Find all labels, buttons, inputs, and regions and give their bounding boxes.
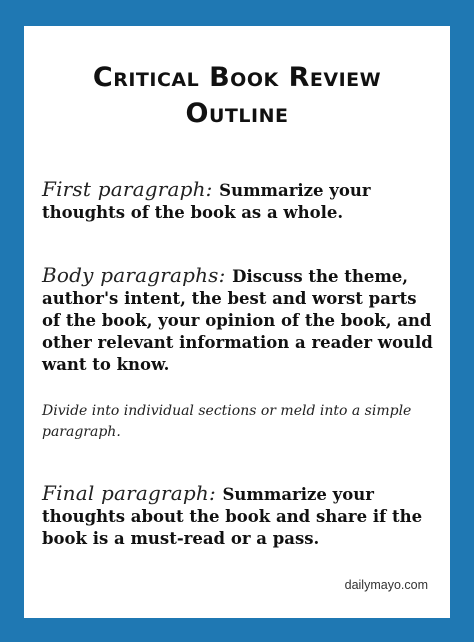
- title-line-2: Outline: [185, 98, 289, 129]
- body-paragraphs-note: Divide into individual sections or meld into a simple paragraph.: [42, 403, 412, 440]
- outline-card: [24, 26, 450, 618]
- site-credit: dailymayo.com: [344, 578, 428, 592]
- final-paragraph-section: [42, 482, 434, 550]
- page-title: [24, 60, 450, 132]
- body-paragraphs-heading: Body paragraphs:: [42, 263, 233, 287]
- title-line-1: Critical Book Review: [92, 62, 382, 93]
- first-paragraph-text: Summarize your thoughts of the book as a whole.: [42, 181, 371, 222]
- final-paragraph-heading: Final paragraph:: [42, 481, 223, 505]
- final-paragraph-text: Summarize your thoughts about the book and share if the book is a must-read or a pass.: [42, 485, 423, 548]
- body-paragraphs-text: Discuss the theme, author's intent, the best and worst parts of the book, your opinion of the book, and other relevant information a reader would want to know.: [42, 267, 433, 374]
- first-paragraph-heading: First paragraph:: [42, 177, 220, 201]
- first-paragraph-section: [42, 178, 434, 224]
- body-paragraphs-section: [42, 264, 434, 376]
